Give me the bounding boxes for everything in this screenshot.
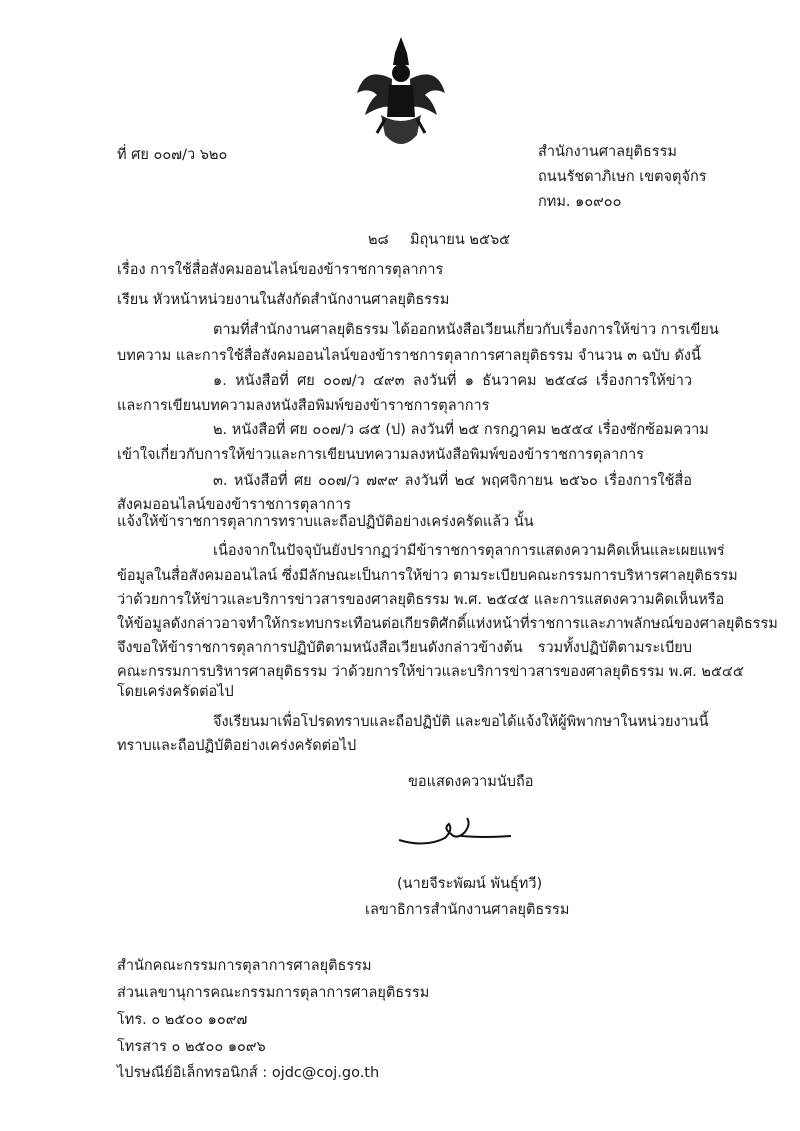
date-month-year: มิถุนายน ๒๕๖๕ bbox=[410, 232, 511, 248]
body-line: ทราบและถือปฏิบัติอย่างเคร่งครัดต่อไป bbox=[117, 738, 357, 754]
footer-fax: โทรสาร ๐ ๒๕๐๐ ๑๐๙๖ bbox=[117, 1039, 266, 1055]
body-line: สังคมออนไลน์ของข้าราชการตุลาการ bbox=[117, 497, 351, 513]
office-name: สำนักงานศาลยุติธรรม bbox=[538, 144, 677, 160]
body-line: ๒. หนังสือที่ ศย ๐๐๗/ว ๘๕ (ป) ลงวันที่ ๒๕ กรกฎาคม ๒๕๕๔ เรื่องซักซ้อมความ bbox=[213, 422, 709, 438]
body-line: จึงขอให้ข้าราชการตุลาการปฏิบัติตามหนังสือเวียนดังกล่าวข้างต้น รวมทั้งปฏิบัติตามระเบียบ bbox=[117, 640, 692, 656]
body-line: เนื่องจากในปัจจุบันยังปรากฏว่ามีข้าราชการตุลาการแสดงความคิดเห็นและเผยแพร่ bbox=[213, 543, 725, 559]
footer-email: ไปรษณีย์อิเล็กทรอนิกส์ : ojdc@coj.go.th bbox=[117, 1065, 380, 1081]
body-line: ว่าด้วยการให้ข่าวและบริการข่าวสารของศาลยุติธรรม พ.ศ. ๒๕๔๕ และการแสดงความคิดเห็นหรือ bbox=[117, 592, 725, 608]
recipient: เรียน หัวหน้าหน่วยงานในสังกัดสำนักงานศาลยุติธรรม bbox=[117, 292, 450, 308]
body-line: จึงเรียนมาเพื่อโปรดทราบและถือปฏิบัติ และขอได้แจ้งให้ผู้พิพากษาในหน่วยงานนี้ bbox=[213, 714, 709, 730]
signature bbox=[395, 810, 515, 855]
subject: เรื่อง การใช้สื่อสังคมออนไลน์ของข้าราชการตุลาการ bbox=[117, 262, 444, 278]
body-line: คณะกรรมการบริหารศาลยุติธรรม ว่าด้วยการให้ข่าวและบริการข่าวสารของศาลยุติธรรม พ.ศ. ๒๕๔๕ bbox=[117, 664, 744, 680]
date-day: ๒๘ bbox=[368, 232, 389, 248]
body-line: บทความ และการใช้สื่อสังคมออนไลน์ของข้าราชการตุลาการศาลยุติธรรม จำนวน ๓ ฉบับ ดังนี้ bbox=[117, 348, 701, 364]
body-line: เข้าใจเกี่ยวกับการให้ข่าวและการเขียนบทความลงหนังสือพิมพ์ของข้าราชการตุลาการ bbox=[117, 447, 644, 463]
body-line: ให้ข้อมูลดังกล่าวอาจทำให้กระทบกระเทือนต่อเกียรติศักดิ์แห่งหน้าที่ราชการและภาพลักษณ์ของศาลยุติธรรม bbox=[117, 616, 778, 632]
body-line: ๓. หนังสือที่ ศย ๐๐๗/ว ๗๙๙ ลงวันที่ ๒๔ พฤศจิกายน ๒๕๖๐ เรื่องการใช้สื่อ bbox=[213, 473, 692, 489]
body-line: โดยเคร่งครัดต่อไป bbox=[117, 684, 234, 700]
body-line: แจ้งให้ข้าราชการตุลาการทราบและถือปฏิบัติอย่างเคร่งครัดแล้ว นั้น bbox=[117, 514, 534, 530]
reference-number: ที่ ศย ๐๐๗/ว ๖๒๐ bbox=[117, 147, 228, 163]
footer-department: สำนักคณะกรรมการตุลาการศาลยุติธรรม bbox=[117, 958, 372, 974]
body-line: ตามที่สำนักงานศาลยุติธรรม ได้ออกหนังสือเวียนเกี่ยวกับเรื่องการให้ข่าว การเขียน bbox=[213, 322, 719, 338]
closing-salutation: ขอแสดงความนับถือ bbox=[408, 774, 534, 790]
signer-position: เลขาธิการสำนักงานศาลยุติธรรม bbox=[365, 902, 570, 918]
office-street: ถนนรัชดาภิเษก เขตจตุจักร bbox=[538, 169, 707, 185]
footer-division: ส่วนเลขานุการคณะกรรมการตุลาการศาลยุติธรรม bbox=[117, 985, 430, 1001]
garuda-emblem-icon bbox=[355, 35, 447, 153]
signer-name: (นายจีระพัฒน์ พันธุ์ทวี) bbox=[397, 876, 543, 892]
office-postal: กทม. ๑๐๙๐๐ bbox=[538, 194, 622, 210]
footer-phone: โทร. ๐ ๒๕๐๐ ๑๐๙๗ bbox=[117, 1012, 248, 1028]
body-line: ๑. หนังสือที่ ศย ๐๐๗/ว ๔๙๓ ลงวันที่ ๑ ธันวาคม ๒๕๔๘ เรื่องการให้ข่าว bbox=[213, 373, 692, 389]
body-line: ข้อมูลในสื่อสังคมออนไลน์ ซึ่งมีลักษณะเป็นการให้ข่าว ตามระเบียบคณะกรรมการบริหารศาลยุติธรรม bbox=[117, 568, 738, 584]
body-line: และการเขียนบทความลงหนังสือพิมพ์ของข้าราชการตุลาการ bbox=[117, 398, 490, 414]
